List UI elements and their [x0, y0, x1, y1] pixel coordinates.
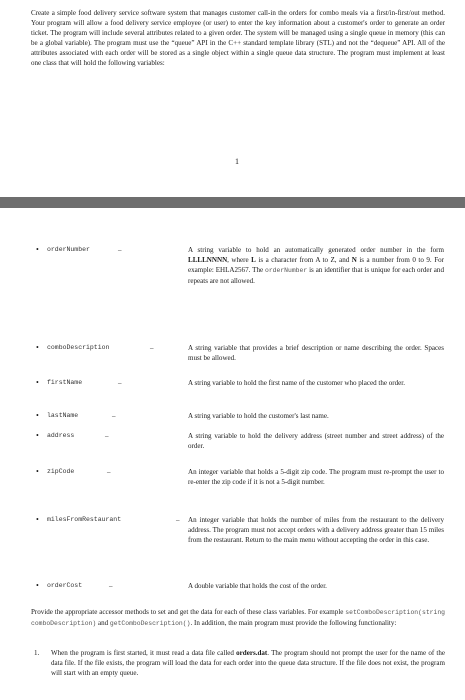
text-run: setComboDescription(string comboDescription) — [31, 609, 445, 628]
text-run: getComboDescription() — [109, 620, 191, 628]
page-number: 1 — [235, 157, 239, 166]
dash: – — [118, 246, 122, 254]
bullet-icon: • — [36, 515, 39, 524]
dash: – — [176, 516, 180, 524]
text-run: A double variable that holds the cost of the order. — [188, 582, 327, 590]
variable-name: milesFromRestaurant — [47, 516, 122, 523]
text-run: is a character from A to Z, and — [255, 256, 352, 265]
text-run: When the program is first started, it must read a data file called — [51, 649, 237, 657]
dash: – — [109, 582, 113, 590]
dash: – — [150, 344, 154, 352]
dash: – — [118, 379, 122, 387]
variable-description — [188, 515, 444, 545]
text-run: An integer variable that holds the number of miles from the restaurant to the delivery address. The program must not accept orders with a delivery address greater than 15 miles from the restaurant. Return to the main menu without accepting the order in this case. — [188, 516, 444, 545]
variable-description — [188, 581, 444, 591]
text-run: and — [96, 619, 110, 628]
variable-name: lastName — [47, 412, 79, 419]
bullet-icon: • — [36, 245, 39, 254]
variable-description — [188, 378, 444, 388]
text-run: A string variable to hold the first name of the customer who placed the order. — [188, 379, 406, 387]
intro-paragraph: Create a simple food delivery service software system that manages customer call-in the orders for combo meals via a first/in-first/out method. Your program will allow a food delivery service employee (or user) to enter the key information about a customer's order to generate an order ticket. The program will include several attributes related to a given order. The system will be managed using a single queue in memory (this can be a global variable). The program must use the “queue” API in the C++ standard template library (STL) and not the “dequeue” API. All of the attributes associated with each order will be stored as a single object within a single queue data structure. The program must implement at least one class that will hold the following variables: — [31, 9, 445, 68]
bullet-icon: • — [36, 431, 39, 440]
bullet-icon: • — [36, 411, 39, 420]
text-run: A string variable to hold the customer's last name. — [188, 412, 329, 420]
item-text — [51, 648, 445, 678]
variable-name: zipCode — [47, 468, 75, 475]
text-run: . The program should not prompt the user for the name of the data file. If the file exists, the program will load the data for each order into the queue data structure. If the file does not exist, the program will start with an empty queue. — [51, 649, 445, 678]
text-run: L — [251, 256, 256, 265]
variable-name: firstName — [47, 379, 83, 386]
variable-description — [188, 431, 444, 451]
variable-name: orderCost — [47, 582, 83, 589]
variable-description — [188, 411, 444, 421]
text-run: A string variable that provides a brief description or name describing the order. Spaces must be allowed. — [188, 344, 444, 363]
variable-description — [188, 343, 444, 363]
bullet-icon: • — [36, 467, 39, 476]
text-run: , where — [227, 256, 252, 265]
variable-name: orderNumber — [47, 246, 90, 253]
variable-name: comboDescription — [47, 344, 110, 351]
bullet-icon: • — [36, 581, 39, 590]
accessor-paragraph — [31, 607, 445, 629]
text-run: orders.dat — [236, 649, 268, 657]
variable-description — [188, 467, 444, 487]
text-run: . In addition, the main program must provide the following functionality: — [190, 619, 397, 628]
dash: – — [107, 468, 111, 476]
dash: – — [112, 412, 116, 420]
text-run: A string variable to hold an automatically generated order number in the form — [188, 246, 444, 254]
text-run: LLLLNNNN — [188, 256, 228, 265]
item-number: 1. — [34, 649, 40, 657]
text-run: Provide the appropriate accessor methods to set and get the data for each of these class variables. For example — [31, 608, 346, 616]
bullet-icon: • — [36, 343, 39, 352]
text-run: An integer variable that holds a 5-digit zip code. The program must re-prompt the user to re-enter the zip code if it is not a 5-digit number. — [188, 468, 444, 487]
text-run: is a number from 0 to 9. For example: EHLA2567. The — [188, 256, 444, 275]
page-separator — [0, 197, 465, 208]
bullet-icon: • — [36, 378, 39, 387]
text-run: A string variable to hold the delivery address (street number and street address) of the order. — [188, 432, 444, 451]
variable-description — [188, 245, 444, 286]
text-run: orderNumber — [265, 267, 308, 275]
variable-name: address — [47, 432, 75, 439]
dash: – — [105, 432, 109, 440]
text-run: N — [351, 256, 357, 265]
text-run: is an identifier that is unique for each order and repeats are not allowed. — [188, 266, 444, 286]
